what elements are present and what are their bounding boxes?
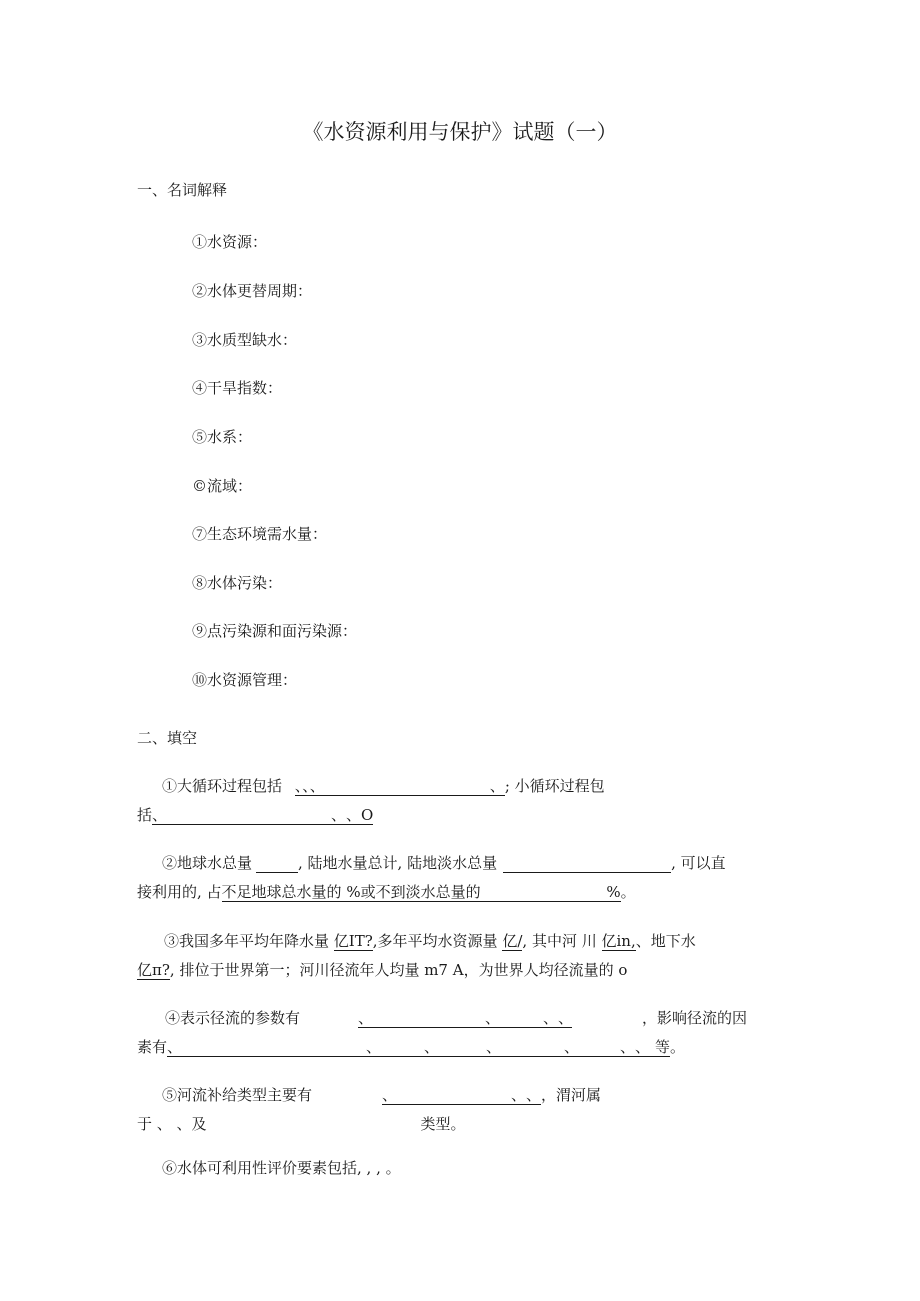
q1-text: ①大循环过程包括 — [162, 777, 283, 795]
q5-blank: 、 — [526, 1086, 542, 1104]
q5-text: 于 、 、及 — [137, 1115, 207, 1133]
term-item: ⑨点污染源和面污染源： — [192, 622, 358, 640]
q3-text: , 其中河 川 — [522, 932, 597, 950]
q1-text: 括 — [137, 806, 153, 824]
q4-text: 素有 — [137, 1038, 168, 1056]
q2-blank: % — [481, 884, 621, 902]
q1-blank: 、 — [270, 807, 346, 825]
q4-text: ，影响径流的因 — [642, 1009, 748, 1027]
question-6: ⑥水体可利用性评价要素包括, , , 。 — [162, 1159, 401, 1177]
q4-blank: 、 — [439, 1039, 501, 1057]
question-4-line-1 — [165, 1008, 747, 1028]
q4-blank: 、 — [315, 1039, 381, 1057]
q4-blank: 、 — [558, 1009, 574, 1027]
question-4-line-2 — [137, 1037, 685, 1057]
q1-blank: 、O — [346, 806, 374, 824]
q1-blank: 、 — [489, 777, 505, 795]
q3-text: 、地下水 — [635, 932, 696, 950]
section-heading-fill-blank: 二、填空 — [137, 729, 198, 747]
question-3-line-1 — [164, 931, 696, 951]
question-1-line-1 — [162, 776, 605, 796]
q2-text: ②地球水总量 — [162, 854, 253, 872]
q3-text: ,多年平均水资源量 — [372, 932, 498, 950]
q1-blank: 、 — [152, 807, 270, 825]
question-5-line-2 — [137, 1114, 466, 1134]
q4-blank: 、 — [579, 1039, 635, 1057]
q1-blank: 、、、 — [295, 778, 345, 796]
q2-text: , 可以直 — [671, 854, 726, 872]
term-item: ⑩水资源管理： — [192, 671, 298, 689]
q3-blank: 亿in, — [601, 932, 636, 950]
q4-blank: 、 — [167, 1039, 315, 1057]
q5-text: ⑤河流补给类型主要有 — [162, 1086, 313, 1104]
q2-blank — [503, 855, 671, 873]
q4-blank: 、 — [438, 1010, 500, 1028]
q3-text: ③我国多年平均年降水量 — [164, 932, 330, 950]
q3-text: , 排位于世界第一；河川径流年人均量 m7 A，为世界人均径流量的 o — [169, 961, 628, 979]
term-item: ⑧水体污染： — [192, 574, 283, 592]
q4-text: 。 — [670, 1038, 686, 1056]
q4-blank: 、 — [500, 1010, 558, 1028]
term-item: ⑦生态环境需水量： — [192, 525, 328, 543]
question-5-line-1 — [162, 1085, 601, 1105]
question-2-line-1 — [162, 853, 726, 873]
q2-text: 接利用的, 占 — [137, 883, 222, 901]
q2-text: 。 — [620, 883, 636, 901]
q2-blank: 不足地球总水量的 %或不到淡水总量的 — [221, 883, 481, 901]
q1-text: ; 小循环过程包 — [504, 777, 605, 795]
document-title: 《水资源利用与保护》试题（一） — [302, 120, 618, 144]
q3-blank: 亿/ — [502, 932, 523, 950]
q5-blank: 、 — [382, 1087, 458, 1105]
q4-blank: 等 — [655, 1038, 671, 1056]
q5-text: 类型。 — [420, 1115, 466, 1133]
term-item: ①水资源： — [192, 233, 268, 251]
q1-blank — [345, 778, 490, 796]
q5-text: ，渭河属 — [541, 1086, 602, 1104]
term-item: ©流域： — [192, 477, 253, 495]
q4-blank: 、 — [358, 1010, 438, 1028]
q5-blank: 、 — [458, 1087, 526, 1105]
question-1-line-2 — [137, 805, 373, 825]
section-heading-definitions: 一、名词解释 — [137, 181, 228, 199]
q4-blank: 、 — [501, 1039, 579, 1057]
q3-blank: 亿IT? — [333, 932, 373, 950]
question-2-line-2 — [137, 882, 636, 902]
q2-text: , 陆地水量总计, 陆地淡水总量 — [298, 854, 498, 872]
question-3-line-2 — [137, 960, 627, 980]
term-item: ②水体更替周期： — [192, 282, 313, 300]
term-item: ③水质型缺水： — [192, 331, 298, 349]
term-item: ⑤水系： — [192, 428, 253, 446]
q4-blank: 、 — [381, 1039, 439, 1057]
q2-blank — [256, 855, 298, 873]
q3-blank: 亿π? — [137, 961, 170, 979]
q4-text: ④表示径流的参数有 — [165, 1009, 301, 1027]
q4-blank: 、 — [635, 1039, 655, 1057]
term-item: ④干旱指数： — [192, 379, 283, 397]
